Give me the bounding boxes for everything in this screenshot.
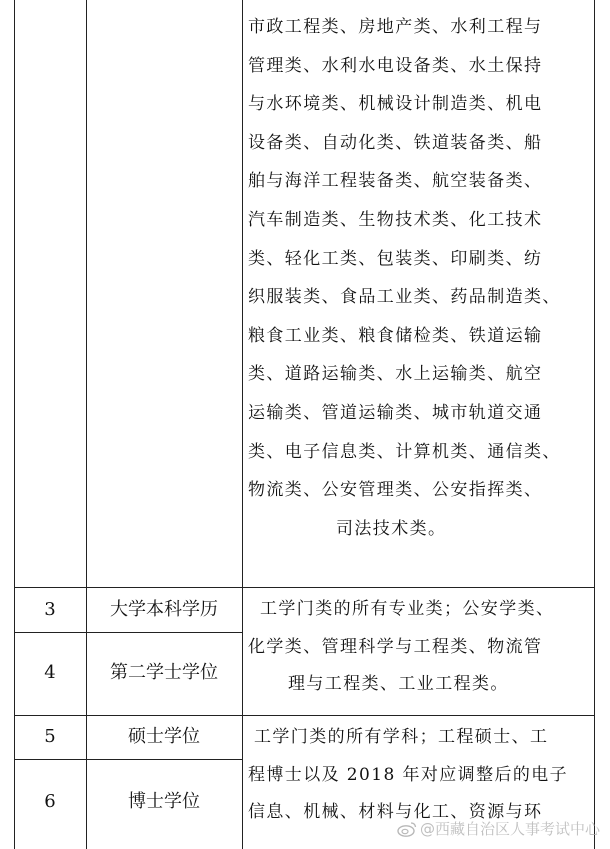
list-line: 与水环境类、机械设计制造类、机电 <box>248 94 543 115</box>
list-line: 工学门类的所有专业类；公安学类、 <box>260 599 555 619</box>
education-label-bachelor: 大学本科学历 <box>110 599 218 620</box>
row-number-6: 6 <box>44 791 56 812</box>
row-border-5-top <box>14 715 595 716</box>
list-line: 物流类、公安管理类、公安指挥类、 <box>248 480 543 501</box>
list-line: 运输类、管道运输类、城市轨道交通 <box>248 402 543 423</box>
list-line: 程博士以及 2018 年对应调整后的电子 <box>248 764 569 785</box>
education-label-doctor: 博士学位 <box>128 791 200 812</box>
list-line: 理与工程类、工业工程类。 <box>288 674 509 694</box>
list-line: 设备类、自动化类、铁道装备类、船 <box>248 132 543 153</box>
list-line: 市政工程类、房地产类、水利工程与 <box>248 17 543 37</box>
list-line: 化学类、管理科学与工程类、物流管 <box>248 636 543 657</box>
list-line: 舶与海洋工程装备类、航空装备类、 <box>248 171 543 192</box>
row-number-5: 5 <box>44 726 56 747</box>
table-border-col1 <box>86 0 87 849</box>
table-border-col2 <box>242 0 243 849</box>
major-list-cell <box>248 8 561 548</box>
table-border-right <box>594 0 595 849</box>
list-line: 类、道路运输类、水上运输类、航空 <box>248 364 543 385</box>
row-border-3-top <box>14 587 595 588</box>
education-label-master: 硕士学位 <box>128 726 200 747</box>
list-line: 管理类、水利水电设备类、水土保持 <box>248 55 543 76</box>
education-label-second-bachelor: 第二学士学位 <box>110 662 218 683</box>
major-group-postgrad-cell <box>248 719 568 832</box>
major-group-bachelor-cell <box>248 591 554 704</box>
row-border-3-bottom <box>14 632 243 633</box>
list-line: 工学门类的所有学科；工程硕士、工 <box>254 727 549 747</box>
watermark-text: @西藏自治区人事考试中心 <box>419 820 600 838</box>
list-line: 粮食工业类、粮食储检类、铁道运输 <box>248 325 543 346</box>
list-line: 信息、机械、材料与化工、资源与环 <box>248 802 543 822</box>
row-number-3: 3 <box>44 599 56 620</box>
row-border-5-bottom <box>14 759 243 760</box>
watermark <box>397 818 600 839</box>
table-border-left <box>14 0 15 849</box>
weibo-icon <box>397 821 417 837</box>
list-line: 类、轻化工类、包装类、印刷类、纺 <box>248 248 543 269</box>
list-line: 织服装类、食品工业类、药品制造类、 <box>248 287 561 308</box>
list-line: 类、电子信息类、计算机类、通信类、 <box>248 441 561 462</box>
row-number-4: 4 <box>44 662 56 683</box>
list-line: 汽车制造类、生物技术类、化工技术 <box>248 209 543 230</box>
list-line: 司法技术类。 <box>336 518 447 539</box>
